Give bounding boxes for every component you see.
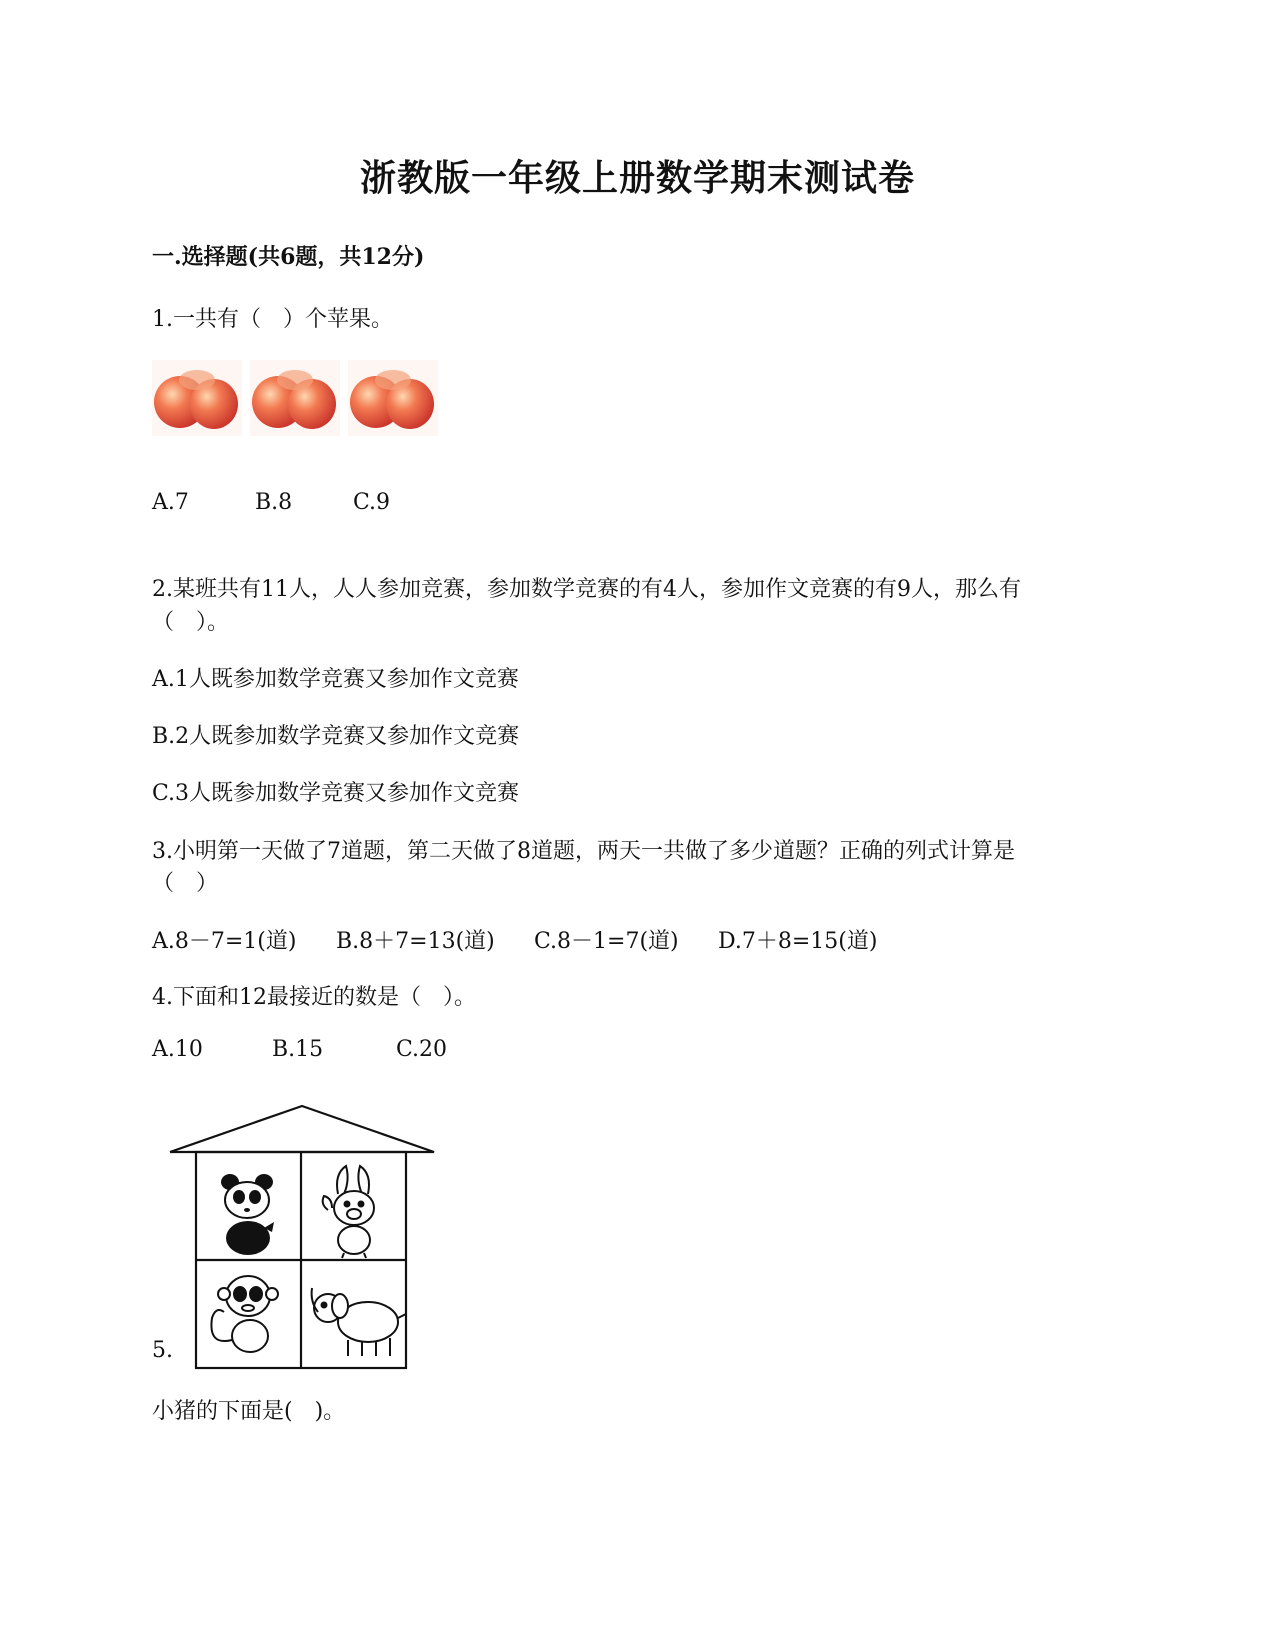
q2-option-a: A.1人既参加数学竞赛又参加作文竞赛: [152, 667, 519, 692]
panda-icon: [221, 1174, 274, 1255]
q4-option-a: A.10: [152, 1037, 203, 1062]
q3-option-c: C.8－1=7(道): [534, 929, 679, 954]
question-2-line-2: （ ）。: [152, 610, 230, 635]
question-3-line-2: （ ）: [152, 871, 219, 896]
q2-option-c: C.3人既参加数学竞赛又参加作文竞赛: [152, 781, 520, 806]
apple-pair-2: [250, 360, 340, 436]
pig-icon: [323, 1166, 374, 1258]
apple-pair-1: [152, 360, 242, 436]
question-5-text: 小猪的下面是( )。: [152, 1399, 346, 1424]
question-3-line-1: 3.小明第一天做了7道题，第二天做了8道题，两天一共做了多少道题？正确的列式计算是: [152, 839, 1015, 864]
q4-option-c: C.20: [396, 1037, 448, 1062]
apples-picture: [152, 360, 442, 436]
q4-option-b: B.15: [272, 1037, 324, 1062]
question-5-number: 5.: [152, 1338, 173, 1363]
question-2-line-1: 2.某班共有11人，人人参加竞赛，参加数学竞赛的有4人，参加作文竞赛的有9人，那么有: [152, 577, 1021, 602]
animal-house-picture: [168, 1100, 438, 1370]
question-4-text: 4.下面和12最接近的数是（ ）。: [152, 985, 476, 1010]
monkey-icon: [211, 1276, 278, 1352]
question-1-text: 1.一共有（ ）个苹果。: [152, 307, 393, 332]
elephant-icon: [312, 1288, 406, 1356]
apple-pair-3: [348, 360, 438, 436]
q1-option-a: A.7: [152, 490, 189, 515]
q2-option-b: B.2人既参加数学竞赛又参加作文竞赛: [152, 724, 520, 749]
q1-option-c: C.9: [353, 490, 391, 515]
q3-option-b: B.8＋7=13(道): [336, 929, 495, 954]
q3-option-a: A.8－7=1(道): [152, 929, 297, 954]
section-heading: 一.选择题(共6题，共12分): [152, 244, 425, 270]
q3-option-d: D.7＋8=15(道): [718, 929, 878, 954]
q1-option-b: B.8: [255, 490, 293, 515]
page-title: 浙教版一年级上册数学期末测试卷: [359, 157, 915, 199]
